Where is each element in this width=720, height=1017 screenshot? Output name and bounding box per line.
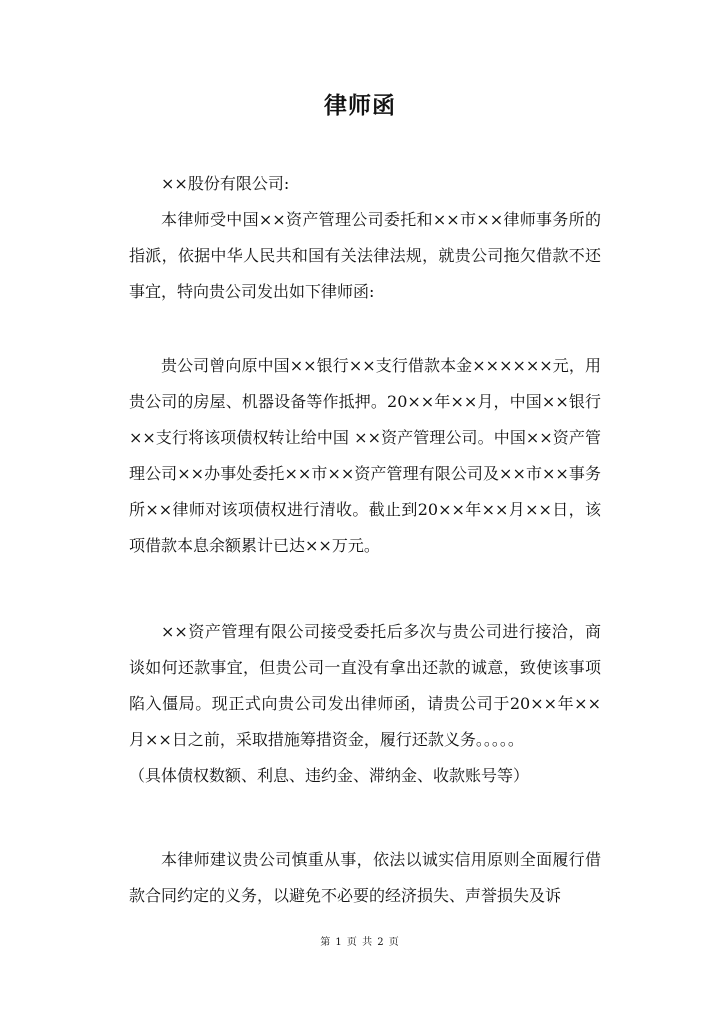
paragraph-details-note: （具体债权数额、利息、违约金、滞纳金、收款账号等）: [129, 766, 530, 785]
page-footer: 第 1 页 共 2 页: [320, 937, 400, 948]
paragraph-debt-history: 贵公司曾向原中国××银行××支行借款本金××××××元，用贵公司的房屋、机器设备等作抵押。20××年××月，中国××银行××支行将该项债权转让给中国 ××资产管理公司。中国××资产管理公司××办事处委托××市××资产管理有限公司及××市××事务所××律师对该项债权进行清收。截止到20××年××月××日，该项借款本息余额累计已达××万元。: [129, 356, 601, 555]
document-title: 律师函: [324, 93, 396, 119]
paragraph-demand: ××资产管理有限公司接受委托后多次与贵公司进行接洽，商谈如何还款事宜，但贵公司一直没有拿出还款的诚意，致使该事项陷入僵局。现正式向贵公司发出律师函，请贵公司于20××年××月××日之前，采取措施筹措资金，履行还款义务。。。。。: [129, 622, 601, 749]
paragraph-intro: 本律师受中国××资产管理公司委托和××市××律师事务所的指派，依据中华人民共和国有关法律法规，就贵公司拖欠借款不还事宜，特向贵公司发出如下律师函:: [129, 210, 601, 301]
salutation: ××股份有限公司:: [161, 174, 290, 193]
paragraph-advice: 本律师建议贵公司慎重从事，依法以诚实信用原则全面履行借款合同约定的义务，以避免不必要的经济损失、声誉损失及诉: [129, 850, 601, 905]
